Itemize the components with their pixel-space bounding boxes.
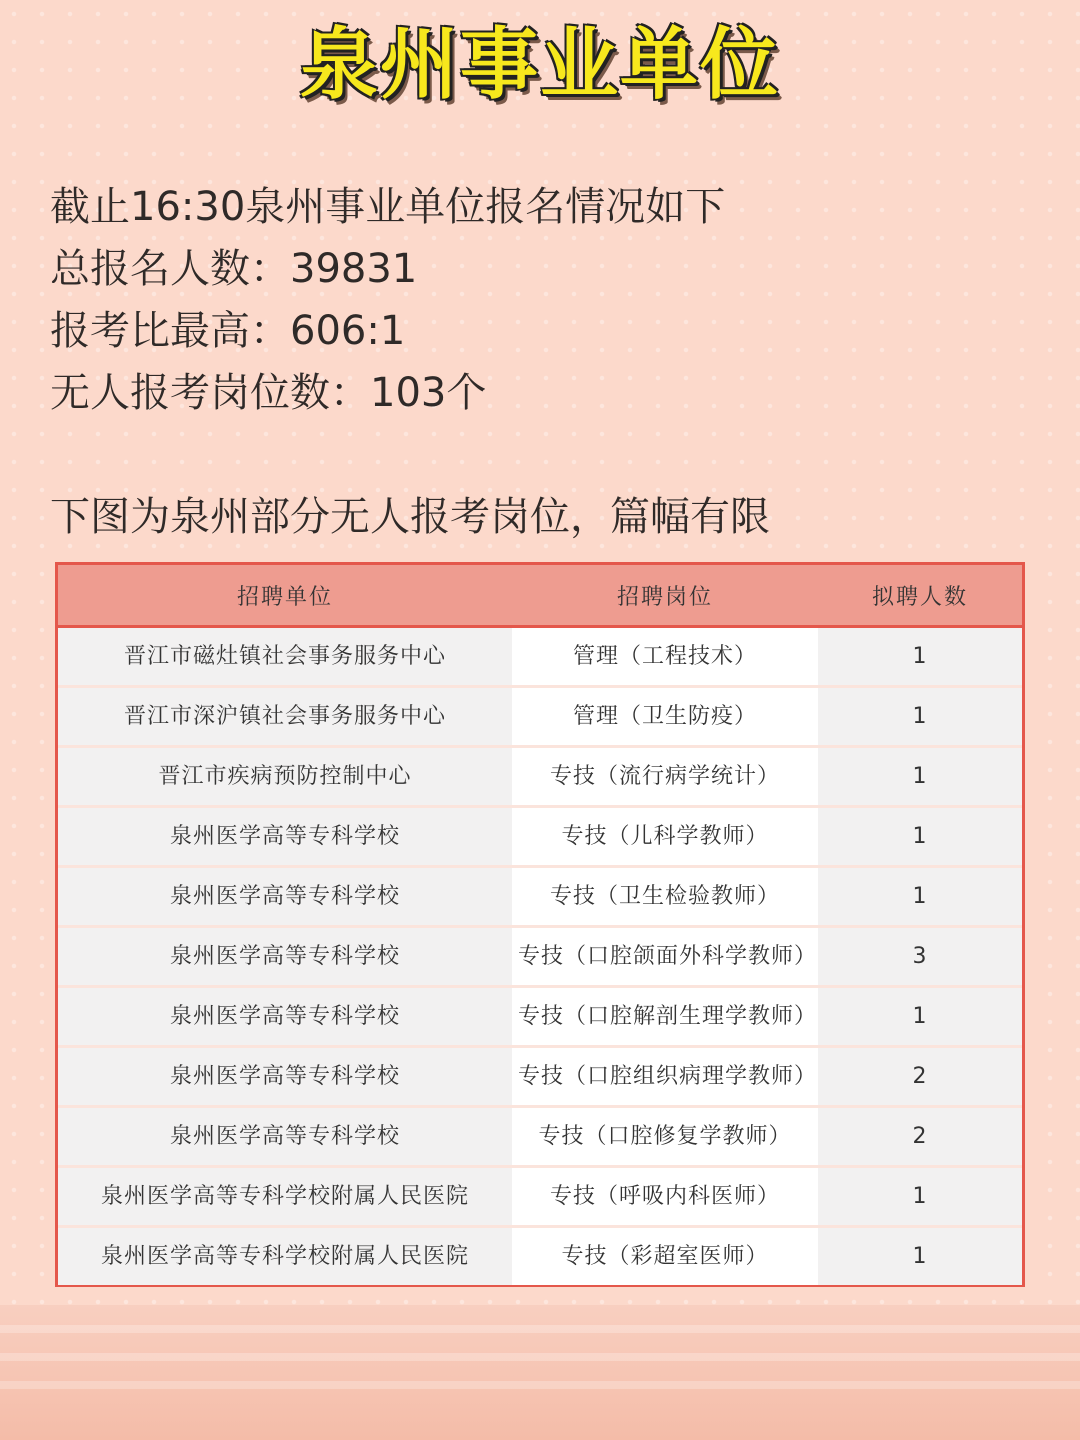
header-count: 拟聘人数 (818, 565, 1022, 628)
cell-count: 1 (818, 808, 1022, 868)
cell-count: 1 (818, 688, 1022, 748)
cell-position: 专技（口腔修复学教师） (512, 1108, 818, 1168)
table-row (58, 868, 1022, 928)
cell-unit: 泉州医学高等专科学校 (58, 868, 512, 928)
header-position: 招聘岗位 (512, 565, 818, 628)
table-caption: 下图为泉州部分无人报考岗位，篇幅有限 (50, 494, 770, 540)
cell-position: 管理（卫生防疫） (512, 688, 818, 748)
cell-count: 2 (818, 1108, 1022, 1168)
cell-position: 专技（流行病学统计） (512, 748, 818, 808)
cell-count: 1 (818, 868, 1022, 928)
cell-position: 管理（工程技术） (512, 628, 818, 688)
decorative-bottom-band (0, 1305, 1080, 1440)
cell-count: 1 (818, 1168, 1022, 1228)
cell-position: 专技（呼吸内科医师） (512, 1168, 818, 1228)
cell-unit: 泉州医学高等专科学校 (58, 928, 512, 988)
table-row (58, 928, 1022, 988)
summary-line-ratio: 报考比最高：606:1 (50, 308, 406, 354)
cell-count: 3 (818, 928, 1022, 988)
positions-table-container (55, 562, 1025, 1287)
header-unit: 招聘单位 (58, 565, 512, 628)
table-row (58, 1168, 1022, 1228)
cell-unit: 晋江市深沪镇社会事务服务中心 (58, 688, 512, 748)
page-title: 泉州事业单位 (299, 20, 780, 110)
cell-count: 1 (818, 748, 1022, 808)
cell-unit: 泉州医学高等专科学校附属人民医院 (58, 1168, 512, 1228)
cell-position: 专技（口腔组织病理学教师） (512, 1048, 818, 1108)
band-stripe (0, 1353, 1080, 1361)
band-stripe (0, 1381, 1080, 1389)
positions-table (58, 565, 1022, 1285)
summary-line-empty-positions: 无人报考岗位数：103个 (50, 370, 487, 416)
cell-unit: 泉州医学高等专科学校 (58, 988, 512, 1048)
cell-unit: 泉州医学高等专科学校附属人民医院 (58, 1228, 512, 1285)
cell-position: 专技（卫生检验教师） (512, 868, 818, 928)
cell-position: 专技（口腔颌面外科学教师） (512, 928, 818, 988)
table-row (58, 688, 1022, 748)
cell-count: 1 (818, 628, 1022, 688)
cell-unit: 泉州医学高等专科学校 (58, 808, 512, 868)
table-row (58, 748, 1022, 808)
table-row (58, 808, 1022, 868)
registration-summary (50, 176, 725, 424)
cell-unit: 泉州医学高等专科学校 (58, 1048, 512, 1108)
table-row (58, 1048, 1022, 1108)
cell-count: 2 (818, 1048, 1022, 1108)
cell-count: 1 (818, 1228, 1022, 1285)
band-stripe (0, 1325, 1080, 1333)
cell-position: 专技（儿科学教师） (512, 808, 818, 868)
cell-unit: 泉州医学高等专科学校 (58, 1108, 512, 1168)
cell-count: 1 (818, 988, 1022, 1048)
table-row (58, 1228, 1022, 1285)
table-row (58, 628, 1022, 688)
summary-line-total: 总报名人数：39831 (50, 246, 418, 292)
table-row (58, 988, 1022, 1048)
cell-position: 专技（彩超室医师） (512, 1228, 818, 1285)
table-header-row (58, 565, 1022, 628)
cell-position: 专技（口腔解剖生理学教师） (512, 988, 818, 1048)
cell-unit: 晋江市磁灶镇社会事务服务中心 (58, 628, 512, 688)
table-row (58, 1108, 1022, 1168)
cell-unit: 晋江市疾病预防控制中心 (58, 748, 512, 808)
summary-line-deadline: 截止16:30泉州事业单位报名情况如下 (50, 184, 726, 230)
